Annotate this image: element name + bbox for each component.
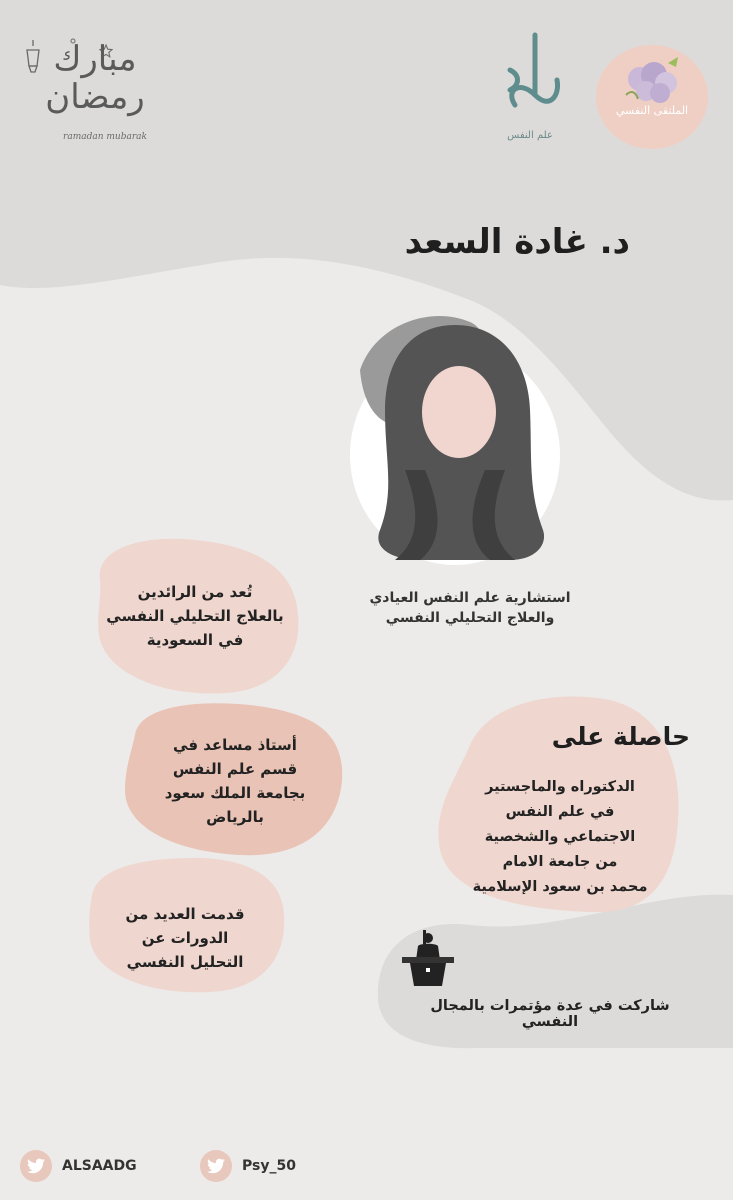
profile-title [360,588,580,628]
fact-line: الدورات عن [141,929,229,947]
degree-line: الاجتماعي والشخصية [484,829,636,845]
degree-line: في علم النفس [505,804,615,820]
fact-2-text [145,733,325,829]
fact-line: أستاذ مساعد في [173,736,297,754]
degree-line: من جامعة الامام [502,854,618,870]
twitter-handle-label: ALSAADG [62,1158,137,1174]
twitter-handle-alsaadg[interactable] [20,1148,137,1184]
forum-logo-label: الملتقى النفسي [615,104,689,117]
fact-line: قسم علم النفس [172,760,298,778]
face-shape [422,366,496,458]
twitter-handle-label: Psy_50 [242,1158,296,1174]
fact-line: تُعد من الرائدين [137,583,253,601]
profile-title-line: والعلاج التحليلي النفسي [385,610,555,626]
profile-title-line: استشارية علم النفس العيادي [369,590,571,606]
twitter-handle-psy[interactable] [200,1148,296,1184]
fact-line: بالرياض [206,808,264,826]
twitter-icon [20,1150,52,1182]
conferences-text: شاركت في عدة مؤتمرات بالمجال النفسي [430,998,670,1030]
psychology-logo-label: علم النفس [507,130,553,141]
twitter-icon [200,1150,232,1182]
fact-1-text [105,580,285,652]
ramadan-calligraphy: مبارك رمضان [45,39,145,117]
brain-flower-icon [596,45,708,149]
fact-line: التحليل النفسي [126,953,244,971]
fact-line: بجامعة الملك سعود [164,784,306,802]
fact-line: بالعلاج التحليلي النفسي [106,607,284,625]
fact-line: في السعودية [146,631,244,649]
fact-line: قدمت العديد من [125,905,245,923]
degree-details [455,775,665,900]
degree-heading: حاصلة على [551,722,690,751]
degree-line: محمد بن سعود الإسلامية [472,879,648,895]
profile-name: د. غادة السعد [404,222,630,262]
fact-3-text [95,902,275,974]
forum-logo [596,45,708,149]
footer [0,1148,733,1188]
degree-line: الدكتوراه والماجستير [485,779,635,795]
ramadan-subtitle: ramadan mubarak [63,132,147,142]
